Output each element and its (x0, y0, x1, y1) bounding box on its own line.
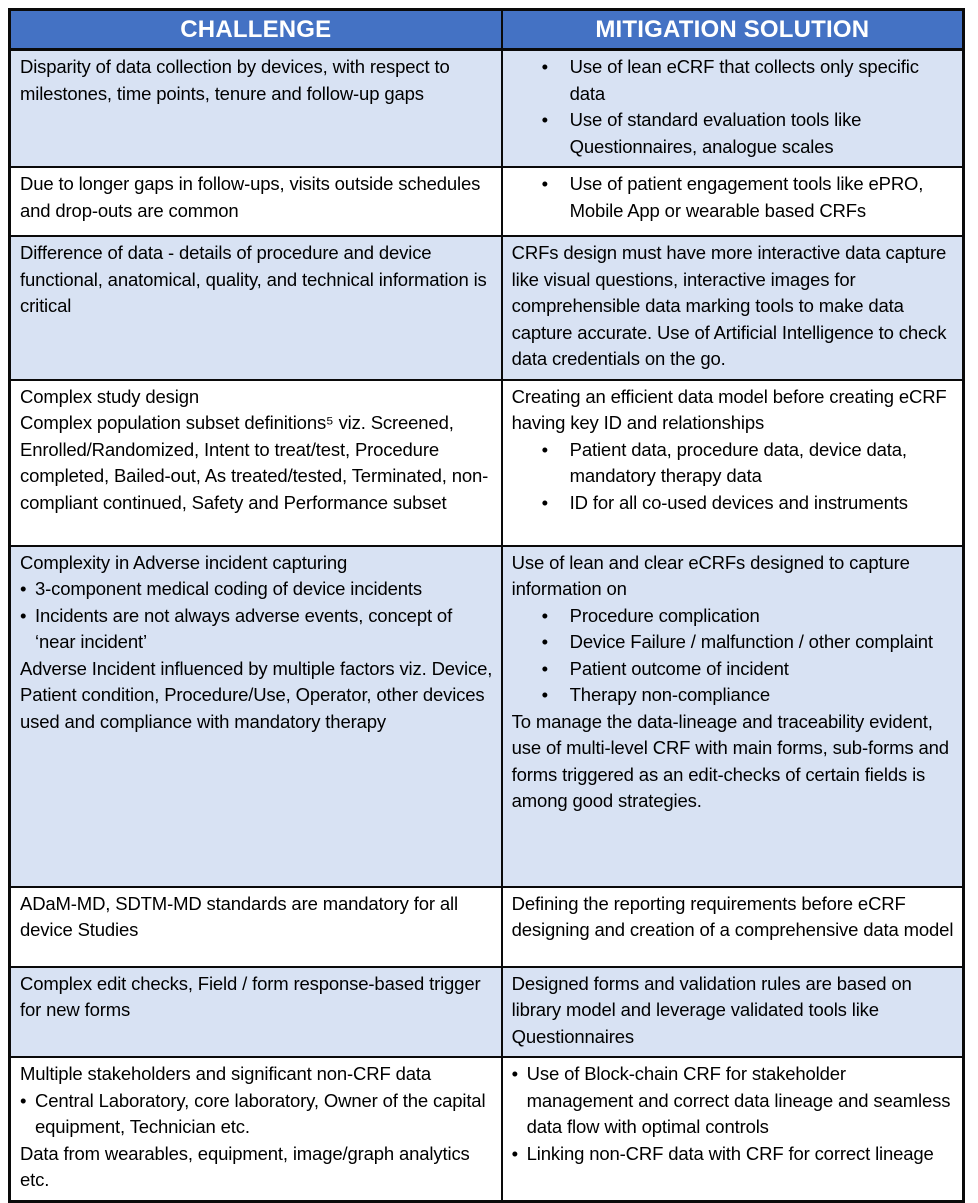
mitigation-cell (503, 547, 962, 886)
bullet-item (512, 107, 954, 160)
header-mitigation-solution: MITIGATION SOLUTION (503, 11, 962, 48)
bullet-icon: • (541, 604, 548, 626)
cell-paragraph: To manage the data-lineage and traceability evident, use of multi-level CRF with main forms, sub-forms and forms triggered as an edit-checks of certain fields is among good strategies. (511, 710, 949, 811)
bullet-icon: • (541, 684, 548, 705)
cell-paragraph: Disparity of data collection by devices, with respect to milestones, time points, tenure and follow-up gaps (20, 56, 450, 104)
bullet-icon: • (20, 1089, 27, 1111)
table-row (11, 168, 962, 237)
cell-paragraph: Complex edit checks, Field / form response-based trigger for new forms (20, 972, 481, 1020)
bullet-text: Patient data, procedure data, device data, mandatory therapy data (569, 438, 907, 486)
mitigation-cell (503, 1058, 962, 1200)
challenge-mitigation-table (8, 8, 965, 1203)
bullet-item (512, 629, 954, 656)
bullet-icon: • (20, 604, 27, 626)
table-row (11, 51, 962, 168)
bullet-icon: • (511, 1063, 518, 1084)
cell-paragraph: Adverse Incident influenced by multiple factors viz. Device, Patient condition, Procedure/Use, Operator, other devices used and compliance with mandatory therapy (20, 657, 493, 732)
mitigation-cell (503, 51, 962, 166)
bullet-item (512, 656, 954, 683)
table-row (11, 547, 962, 888)
bullet-icon: • (20, 578, 27, 599)
cell-paragraph: Complex study design (20, 385, 200, 407)
bullet-text: Use of lean eCRF that collects only specific data (569, 56, 919, 104)
cell-paragraph: ADaM-MD, SDTM-MD standards are mandatory for all device Studies (20, 892, 458, 940)
cell-paragraph: Complexity in Adverse incident capturing (20, 551, 348, 573)
bullet-icon: • (511, 1142, 518, 1164)
bullet-text: Patient outcome of incident (569, 657, 789, 679)
challenge-cell (11, 1058, 503, 1200)
bullet-item (512, 54, 954, 107)
cell-paragraph: Use of lean and clear eCRFs designed to capture information on (511, 551, 910, 599)
bullet-item (20, 1088, 493, 1141)
table-header-row (11, 11, 962, 51)
bullet-icon: • (541, 657, 548, 679)
bullet-item (512, 1141, 954, 1168)
bullet-icon: • (541, 631, 548, 652)
bullet-text: Device Failure / malfunction / other complaint (569, 631, 933, 652)
bullet-item (20, 576, 493, 603)
challenge-cell (11, 381, 503, 545)
bullet-item (512, 171, 954, 224)
bullet-text: 3-component medical coding of device incidents (35, 578, 422, 599)
bullet-icon: • (541, 109, 548, 130)
cell-paragraph: Complex population subset definitions⁵ viz. Screened, Enrolled/Randomized, Intent to treat/test, Procedure completed, Bailed-out, As treated/tested, Terminated, non-compliant continued, Safety and Performance subset (20, 412, 489, 513)
table-body (11, 51, 962, 1200)
table-row (11, 968, 962, 1059)
bullet-item (512, 682, 954, 709)
bullet-text: Therapy non-compliance (569, 684, 770, 705)
cell-paragraph: Creating an efficient data model before creating eCRF having key ID and relationships (511, 385, 947, 433)
cell-paragraph: Difference of data - details of procedure and device functional, anatomical, quality, and technical information is critical (20, 242, 487, 316)
cell-paragraph: Defining the reporting requirements before eCRF designing and creation of a comprehensive data model (511, 892, 954, 940)
mitigation-cell (503, 168, 962, 235)
challenge-cell (11, 968, 503, 1057)
table-row (11, 381, 962, 547)
bullet-icon: • (541, 438, 548, 460)
bullet-icon: • (541, 56, 548, 77)
mitigation-cell (503, 968, 962, 1057)
bullet-item (512, 490, 954, 517)
table-row (11, 1058, 962, 1200)
cell-paragraph: Multiple stakeholders and significant non-CRF data (20, 1063, 432, 1084)
cell-paragraph: Data from wearables, equipment, image/graph analytics etc. (20, 1142, 470, 1190)
mitigation-cell (503, 381, 962, 545)
bullet-text: Use of standard evaluation tools like Questionnaires, analogue scales (569, 109, 862, 157)
bullet-icon: • (541, 491, 548, 513)
cell-paragraph: Due to longer gaps in follow-ups, visits outside schedules and drop-outs are common (20, 173, 481, 221)
challenge-cell (11, 237, 503, 379)
mitigation-cell (503, 888, 962, 966)
bullet-text: Use of patient engagement tools like ePRO, Mobile App or wearable based CRFs (569, 173, 924, 221)
cell-paragraph: Designed forms and validation rules are based on library model and leverage validated tools like Questionnaires (511, 972, 912, 1047)
mitigation-cell (503, 237, 962, 379)
header-challenge: CHALLENGE (11, 11, 503, 48)
challenge-cell (11, 547, 503, 886)
challenge-cell (11, 168, 503, 235)
bullet-text: Incidents are not always adverse events, concept of ‘near incident’ (35, 604, 453, 652)
bullet-item (512, 437, 954, 490)
bullet-item (512, 1061, 954, 1141)
bullet-item (20, 603, 493, 656)
table-row (11, 237, 962, 381)
bullet-icon: • (541, 173, 548, 194)
cell-paragraph: CRFs design must have more interactive data capture like visual questions, interactive images for comprehensible data marking tools to make data capture accurate. Use of Artificial Intelligence to check data credentials on the go. (511, 242, 947, 369)
challenge-cell (11, 51, 503, 166)
bullet-text: ID for all co-used devices and instruments (569, 491, 908, 513)
bullet-text: Central Laboratory, core laboratory, Owner of the capital equipment, Technician etc. (35, 1089, 486, 1137)
bullet-item (512, 603, 954, 630)
challenge-cell (11, 888, 503, 966)
bullet-text: Use of Block-chain CRF for stakeholder management and correct data lineage and seamless data flow with optimal controls (526, 1063, 951, 1137)
table-row (11, 888, 962, 968)
bullet-text: Linking non-CRF data with CRF for correct lineage (526, 1142, 934, 1164)
bullet-text: Procedure complication (569, 604, 760, 626)
